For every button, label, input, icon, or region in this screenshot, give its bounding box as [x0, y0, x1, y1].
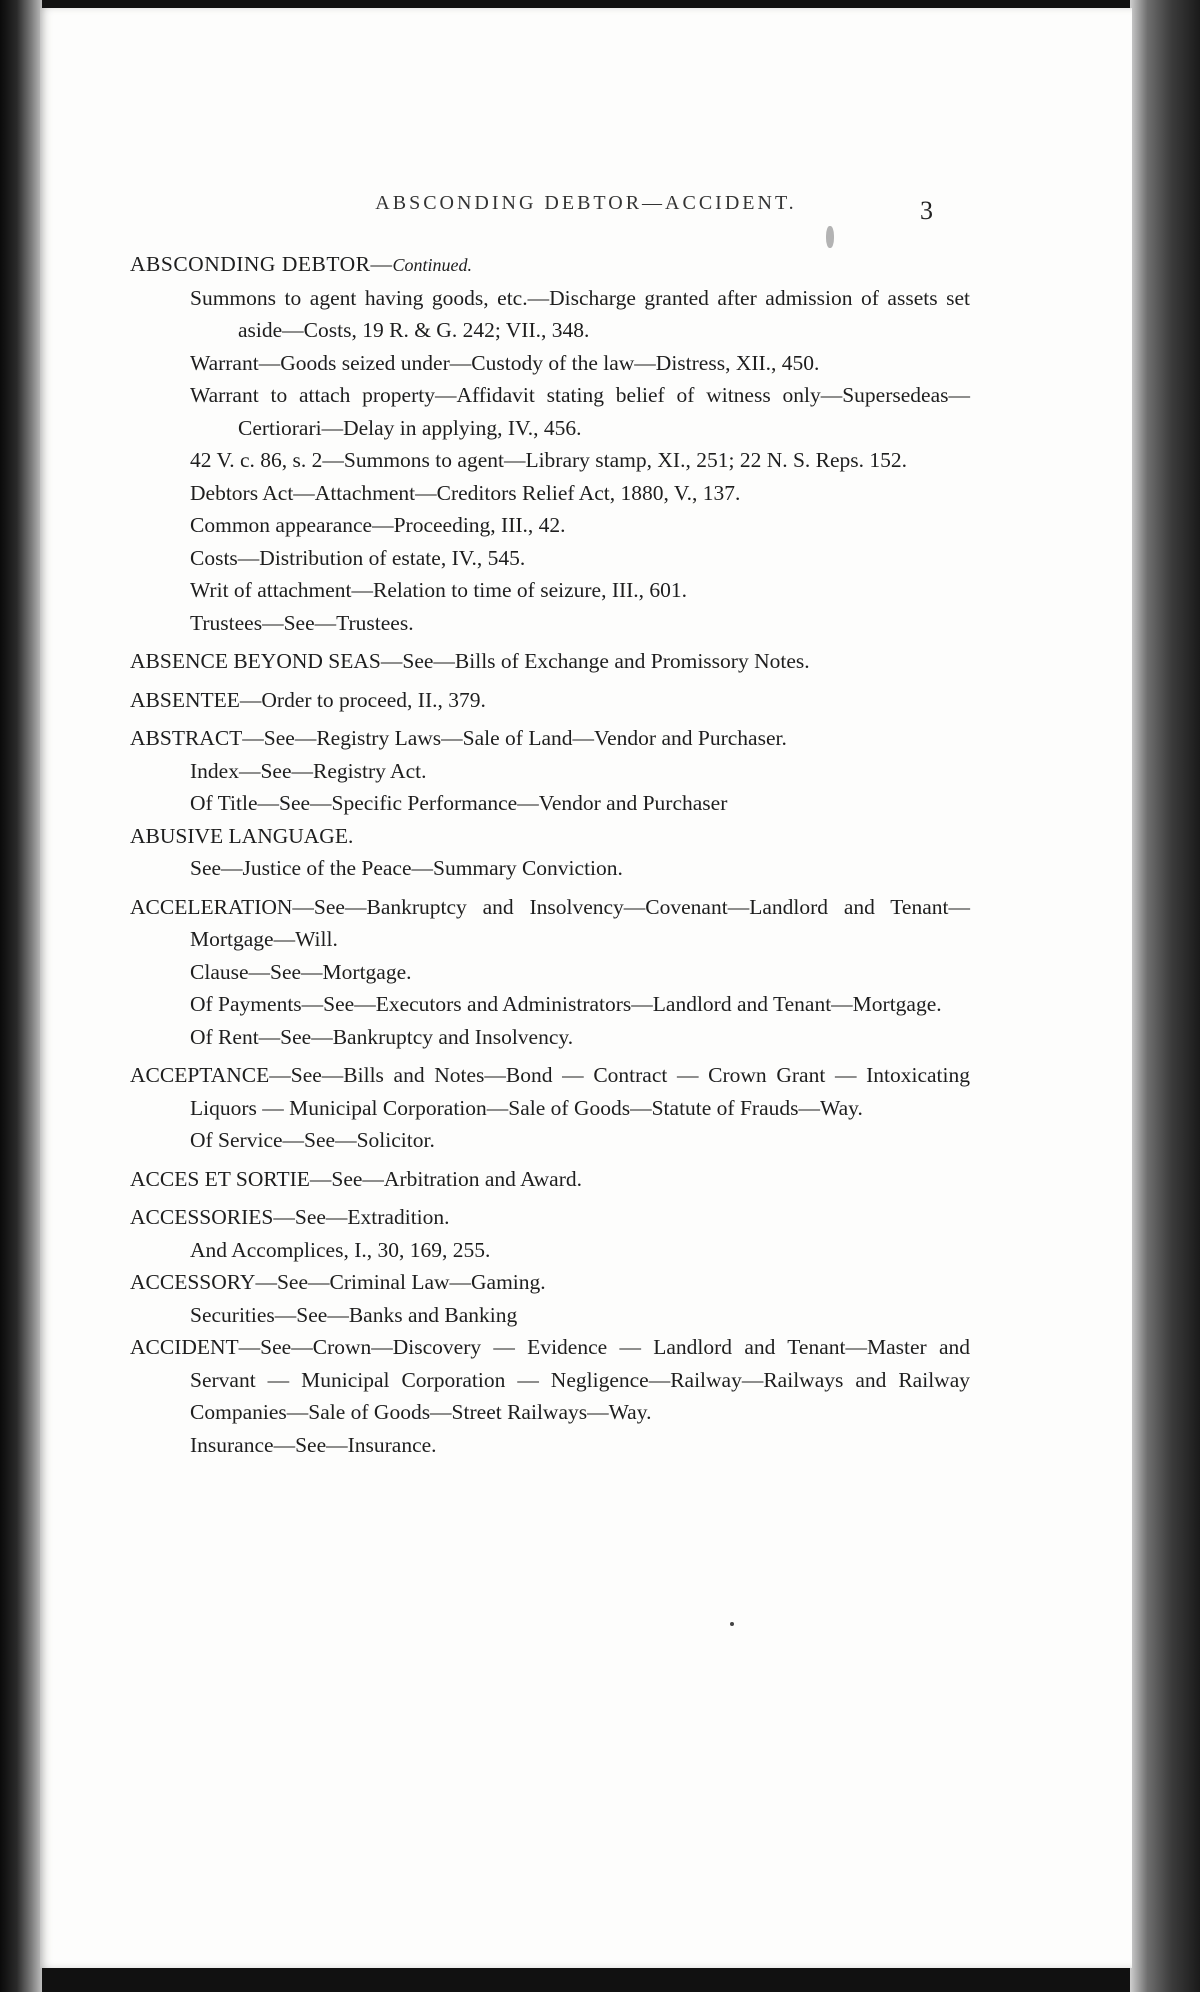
entry-accessory: ACCESSORY—See—Criminal Law—Gaming.: [130, 1270, 546, 1294]
stray-mark: [730, 1622, 734, 1626]
entry-accident: ACCIDENT—See—Crown—Discovery — Evidence — Landlord and Tenant—Master and Servant — Municipal Corporation — Negligence—Railway—Railways and Railway Companies—Sale of Goods—Street Railways—Way.: [130, 1335, 970, 1424]
book-page: [40, 8, 1132, 1968]
book-spine-right: [1130, 0, 1200, 1992]
running-head: ABSCONDING DEBTOR—ACCIDENT.: [375, 192, 797, 214]
book-spine-left: [0, 0, 42, 1992]
sub-entry: Securities—See—Banks and Banking: [190, 1302, 518, 1327]
sub-entry: See—Justice of the Peace—Summary Conviction.: [190, 856, 623, 880]
continued-label: Continued.: [392, 255, 472, 275]
sub-entry: Trustees—See—Trustees.: [190, 610, 414, 635]
sub-entry: 42 V. c. 86, s. 2—Summons to agent—Library stamp, XI., 251; 22 N. S. Reps. 152.: [190, 448, 908, 472]
sub-entry: Debtors Act—Attachment—Creditors Relief Act, 1880, V., 137.: [190, 480, 741, 505]
entry-acceleration: ACCELERATION—See—Bankruptcy and Insolvency—Covenant—Landlord and Tenant—Mortgage—Will.: [130, 894, 970, 951]
sub-entry: Writ of attachment—Relation to time of seizure, III., 601.: [190, 578, 688, 602]
entry-acceptance: ACCEPTANCE—See—Bills and Notes—Bond — Contract — Crown Grant — Intoxicating Liquors — Municipal Corporation—Sale of Goods—Statute of Frauds—Way.: [130, 1063, 970, 1120]
sub-entry: Of Title—See—Specific Performance—Vendor and Purchaser: [190, 791, 728, 815]
sub-entry: Of Rent—See—Bankruptcy and Insolvency.: [190, 1024, 574, 1049]
sub-entry: Warrant—Goods seized under—Custody of the law—Distress, XII., 450.: [190, 350, 820, 375]
sub-entry: Of Service—See—Solicitor.: [190, 1128, 435, 1152]
entry-absentee: ABSENTEE—Order to proceed, II., 379.: [130, 687, 486, 712]
page-number: 3: [920, 196, 933, 225]
entry-heading: ABSCONDING DEBTOR—: [130, 252, 393, 276]
entry-absence-beyond-seas: ABSENCE BEYOND SEAS—See—Bills of Exchange and Promissory Notes.: [130, 649, 810, 673]
entry-abstract: ABSTRACT—See—Registry Laws—Sale of Land—Vendor and Purchaser.: [130, 726, 787, 750]
sub-entry: Common appearance—Proceeding, III., 42.: [190, 513, 566, 537]
sub-entry: Summons to agent having goods, etc.—Discharge granted after admission of assets set aside—Costs, 19 R. & G. 242; VII., 348.: [190, 285, 970, 342]
sub-entry: Warrant to attach property—Affidavit stating belief of witness only—Supersedeas—Certiorari—Delay in applying, IV., 456.: [190, 383, 970, 440]
entry-absconding-debtor: [130, 248, 970, 282]
sub-entry: And Accomplices, I., 30, 169, 255.: [190, 1237, 491, 1262]
entry-accessories: ACCESSORIES—See—Extradition.: [130, 1205, 450, 1229]
sub-entry: Clause—See—Mortgage.: [190, 959, 412, 984]
sub-entry: Of Payments—See—Executors and Administrators—Landlord and Tenant—Mortgage.: [190, 992, 942, 1016]
sub-entry: Index—See—Registry Act.: [190, 758, 427, 783]
entry-abusive-language: ABUSIVE LANGUAGE.: [130, 823, 354, 848]
sub-entry: Costs—Distribution of estate, IV., 545.: [190, 545, 526, 570]
entry-acces-et-sortie: ACCES ET SORTIE—See—Arbitration and Award.: [130, 1166, 582, 1191]
index-entries: [130, 248, 970, 1461]
ink-blot: [826, 226, 834, 248]
sub-entry: Insurance—See—Insurance.: [190, 1432, 437, 1457]
